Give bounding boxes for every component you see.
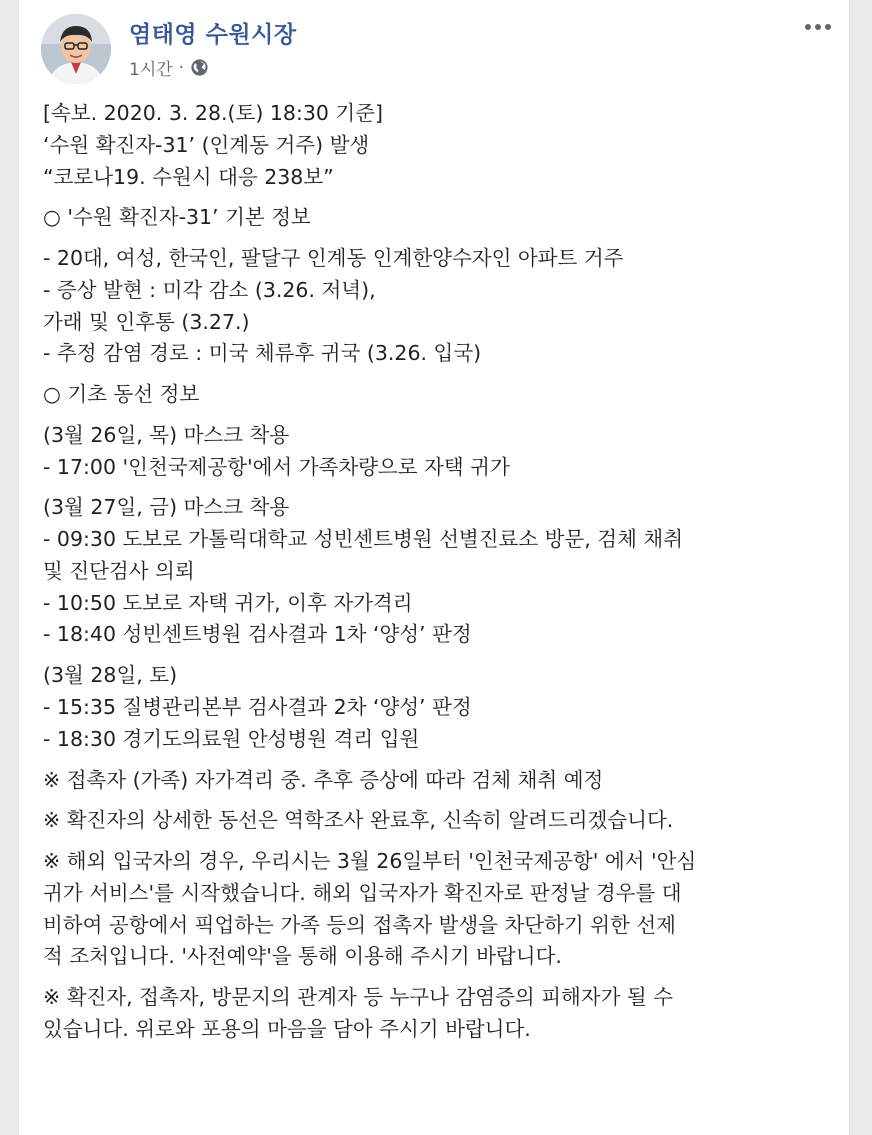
post-text-line: 및 진단검사 의뢰 xyxy=(43,558,195,583)
post-text-line: 있습니다. 위로와 포용의 마음을 담아 주시기 바랍니다. xyxy=(43,1016,531,1041)
post-paragraph xyxy=(43,202,833,234)
post-text-line: 비하여 공항에서 픽업하는 가족 등의 접촉자 발생을 차단하기 위한 선제 xyxy=(43,912,676,937)
post-text-line: ○ 기초 동선 정보 xyxy=(43,382,200,407)
post-paragraph xyxy=(43,846,833,973)
post-text-line: - 증상 발현 : 미각 감소 (3.26. 저녁), xyxy=(43,277,376,302)
post-text-line: - 추정 감염 경로 : 미국 체류후 귀국 (3.26. 입국) xyxy=(43,341,482,366)
post-text-line: - 20대, 여성, 한국인, 팔달구 인계동 인계한양수자인 아파트 거주 xyxy=(43,246,624,271)
post-text-line: ※ 확진자, 접촉자, 방문지의 관계자 등 누구나 감염증의 피해자가 될 수 xyxy=(43,985,674,1010)
author-name[interactable]: 염태영 수원시장 xyxy=(129,22,297,48)
post-text-line: - 09:30 도보로 가톨릭대학교 성빈센트병원 선별진료소 방문, 검체 채취 xyxy=(43,527,683,552)
post-text-line: 적 조처입니다. '사전예약'을 통해 이용해 주시기 바랍니다. xyxy=(43,944,562,969)
post-text-line: 귀가 서비스'를 시작했습니다. 해외 입국자가 확진자로 판정날 경우를 대 xyxy=(43,880,682,905)
avatar-image xyxy=(41,14,111,84)
more-options-button[interactable] xyxy=(801,14,835,40)
post-text-line: ※ 확진자의 상세한 동선은 역학조사 완료후, 신속히 알려드리겠습니다. xyxy=(43,808,674,833)
post-text-line: “코로나19. 수원시 대응 238보” xyxy=(43,164,334,189)
post-meta xyxy=(129,55,209,80)
meta-separator: · xyxy=(178,57,185,78)
globe-icon[interactable] xyxy=(190,58,209,77)
post-text-line: - 17:00 '인천국제공항'에서 가족차량으로 자택 귀가 xyxy=(43,454,510,479)
post-paragraph xyxy=(43,379,833,411)
post-text-line: ※ 접촉자 (가족) 자가격리 중. 추후 증상에 따라 검체 채취 예정 xyxy=(43,767,604,792)
post-text-line: - 18:40 성빈센트병원 검사결과 1차 ‘양성’ 판정 xyxy=(43,622,472,647)
post-text-line: [속보. 2020. 3. 28.(토) 18:30 기준] xyxy=(43,101,384,125)
post-text-line: (3월 28일, 토) xyxy=(43,663,178,688)
post-paragraph xyxy=(43,420,833,484)
post-paragraph xyxy=(43,765,833,797)
post-text-line: - 15:35 질병관리본부 검사결과 2차 ‘양성’ 판정 xyxy=(43,695,472,720)
post-header xyxy=(19,0,849,96)
post-paragraph xyxy=(43,660,833,755)
post-timestamp[interactable]: 1시간 xyxy=(129,60,173,80)
post-text-line: - 10:50 도보로 자택 귀가, 이후 자가격리 xyxy=(43,590,413,615)
post-paragraph xyxy=(43,492,833,651)
post-text-line: ‘수원 확진자-31’ (인계동 거주) 발생 xyxy=(43,132,370,157)
post-card xyxy=(18,0,850,1135)
post-text-line: ※ 해외 입국자의 경우, 우리시는 3월 26일부터 '인천국제공항' 에서 '안심 xyxy=(43,849,697,874)
post-body xyxy=(43,98,833,1055)
post-paragraph xyxy=(43,98,833,193)
post-paragraph xyxy=(43,805,833,837)
post-paragraph xyxy=(43,243,833,370)
post-text-line: - 18:30 경기도의료원 안성병원 격리 입원 xyxy=(43,726,420,751)
post-paragraph xyxy=(43,982,833,1046)
post-text-line: ○ '수원 확진자-31’ 기본 정보 xyxy=(43,205,311,230)
post-text-line: (3월 27일, 금) 마스크 착용 xyxy=(43,495,290,520)
more-horizontal-icon xyxy=(804,23,832,31)
avatar[interactable] xyxy=(41,14,111,84)
post-text-line: 가래 및 인후통 (3.27.) xyxy=(43,309,250,334)
post-text-line: (3월 26일, 목) 마스크 착용 xyxy=(43,422,290,447)
